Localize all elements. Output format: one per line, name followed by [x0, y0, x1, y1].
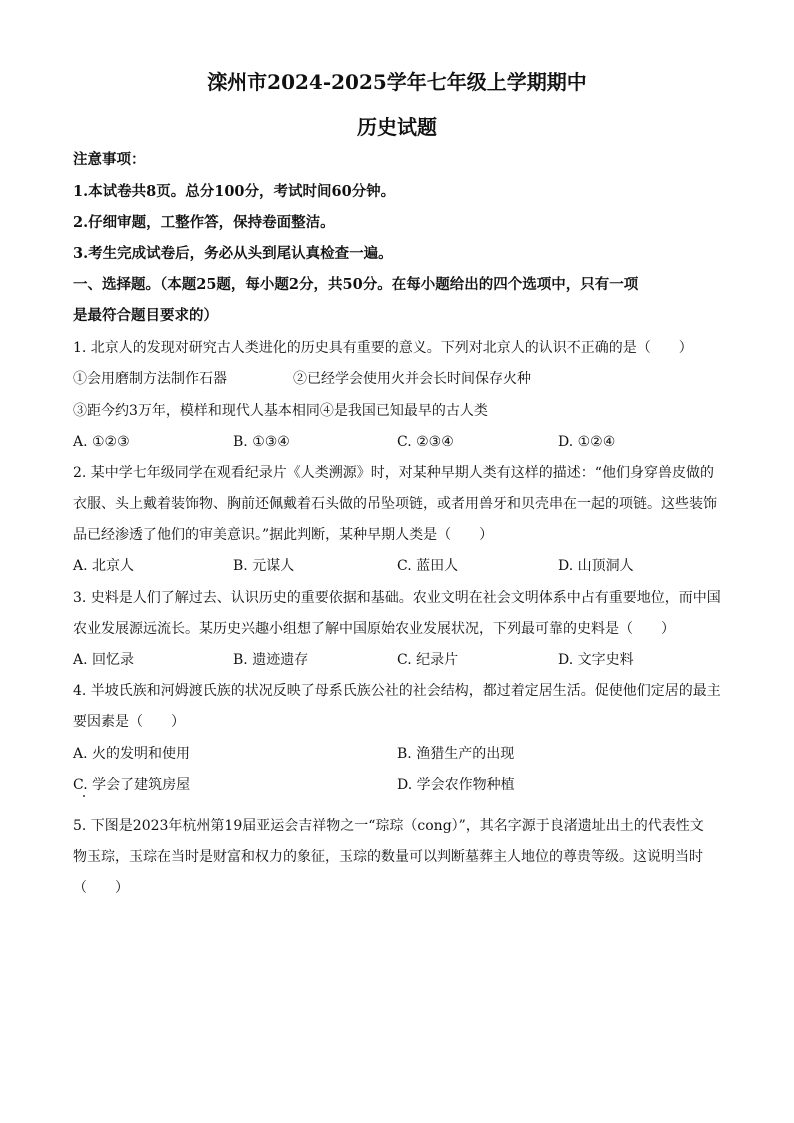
question-5-stem-cont: 物玉琮，玉琮在当时是财富和权力的象征，玉琮的数量可以判断墓葬主人地位的尊贵等级。这说明当时: [73, 849, 703, 865]
question-2-stem: 2. 某中学七年级同学在观看纪录片《人类溯源》时，对某种早期人类有这样的描述：“他们身穿兽皮做的: [73, 465, 714, 481]
question-2-stem-cont: 衣服、头上戴着装饰物、胸前还佩戴着石头做的吊坠项链，或者用兽牙和贝壳串在一起的项链。这些装饰: [73, 496, 717, 512]
option-b: B. 元谋人: [233, 558, 295, 574]
question-4-stem: 4. 半坡氏族和河姆渡氏族的状况反映了母系氏族公社的社会结构，都过着定居生活。促使他们定居的最主: [73, 683, 721, 699]
question-5-stem: 5. 下图是2023年杭州第19届亚运会吉祥物之一“琮琮（cong）”，其名字源于良渚遗址出土的代表性文: [73, 818, 704, 834]
option-a: A. 火的发明和使用: [73, 746, 191, 762]
note-item: 1.本试卷共8页。总分100分，考试时间60分钟。: [73, 183, 396, 200]
section-heading-cont: 是最符合题目要求的）: [73, 307, 218, 324]
option-d: D. 文字史料: [558, 652, 634, 668]
option-c: C. 蓝田人: [397, 558, 459, 574]
stray-mark: [83, 795, 85, 797]
statement-2: ②已经学会使用火并会长时间保存火种: [293, 371, 531, 387]
question-1-stem: 1. 北京人的发现对研究古人类进化的历史具有重要的意义。下列对北京人的认识不正确的是（ ）: [73, 340, 693, 356]
option-c: C. ②③④: [397, 434, 454, 450]
option-d: D. 学会农作物种植: [397, 777, 515, 793]
exam-subject: 历史试题: [357, 115, 437, 139]
option-c: C. 纪录片: [397, 652, 459, 668]
exam-title: 滦州市2024-2025学年七年级上学期期中: [207, 70, 587, 94]
option-b: B. 遗迹遗存: [233, 652, 309, 668]
statement-3-4: ③距今约3万年，模样和现代人基本相同④是我国已知最早的古人类: [73, 403, 488, 419]
question-3-stem: 3. 史料是人们了解过去、认识历史的重要依据和基础。农业文明在社会文明体系中占有重要地位，而中国: [73, 590, 721, 606]
question-4-stem-cont: 要因素是（ ）: [73, 714, 185, 730]
option-a: A. ①②③: [73, 434, 130, 450]
option-b: B. 渔猎生产的出现: [397, 746, 515, 762]
notes-heading: 注意事项：: [73, 151, 146, 168]
option-d: D. 山顶洞人: [558, 558, 634, 574]
option-d: D. ①②④: [558, 434, 616, 450]
option-b: B. ①③④: [233, 434, 290, 450]
section-heading: 一、选择题。（本题25题，每小题2分，共50分。在每小题给出的四个选项中，只有一项: [73, 276, 639, 293]
question-5-stem-cont: （ ）: [73, 880, 129, 896]
question-2-stem-cont: 品已经渗透了他们的审美意识。”据此判断，某种早期人类是（ ）: [73, 527, 494, 543]
option-c: C. 学会了建筑房屋: [73, 777, 191, 793]
statement-1: ①会用磨制方法制作石器: [73, 371, 227, 387]
note-item: 2.仔细审题，工整作答，保持卷面整洁。: [73, 214, 335, 231]
note-item: 3.考生完成试卷后，务必从头到尾认真检查一遍。: [73, 245, 393, 262]
option-a: A. 北京人: [73, 558, 135, 574]
option-a: A. 回忆录: [73, 652, 135, 668]
question-3-stem-cont: 农业发展源远流长。某历史兴趣小组想了解中国原始农业发展状况，下列最可靠的史料是（ ）: [73, 621, 675, 637]
